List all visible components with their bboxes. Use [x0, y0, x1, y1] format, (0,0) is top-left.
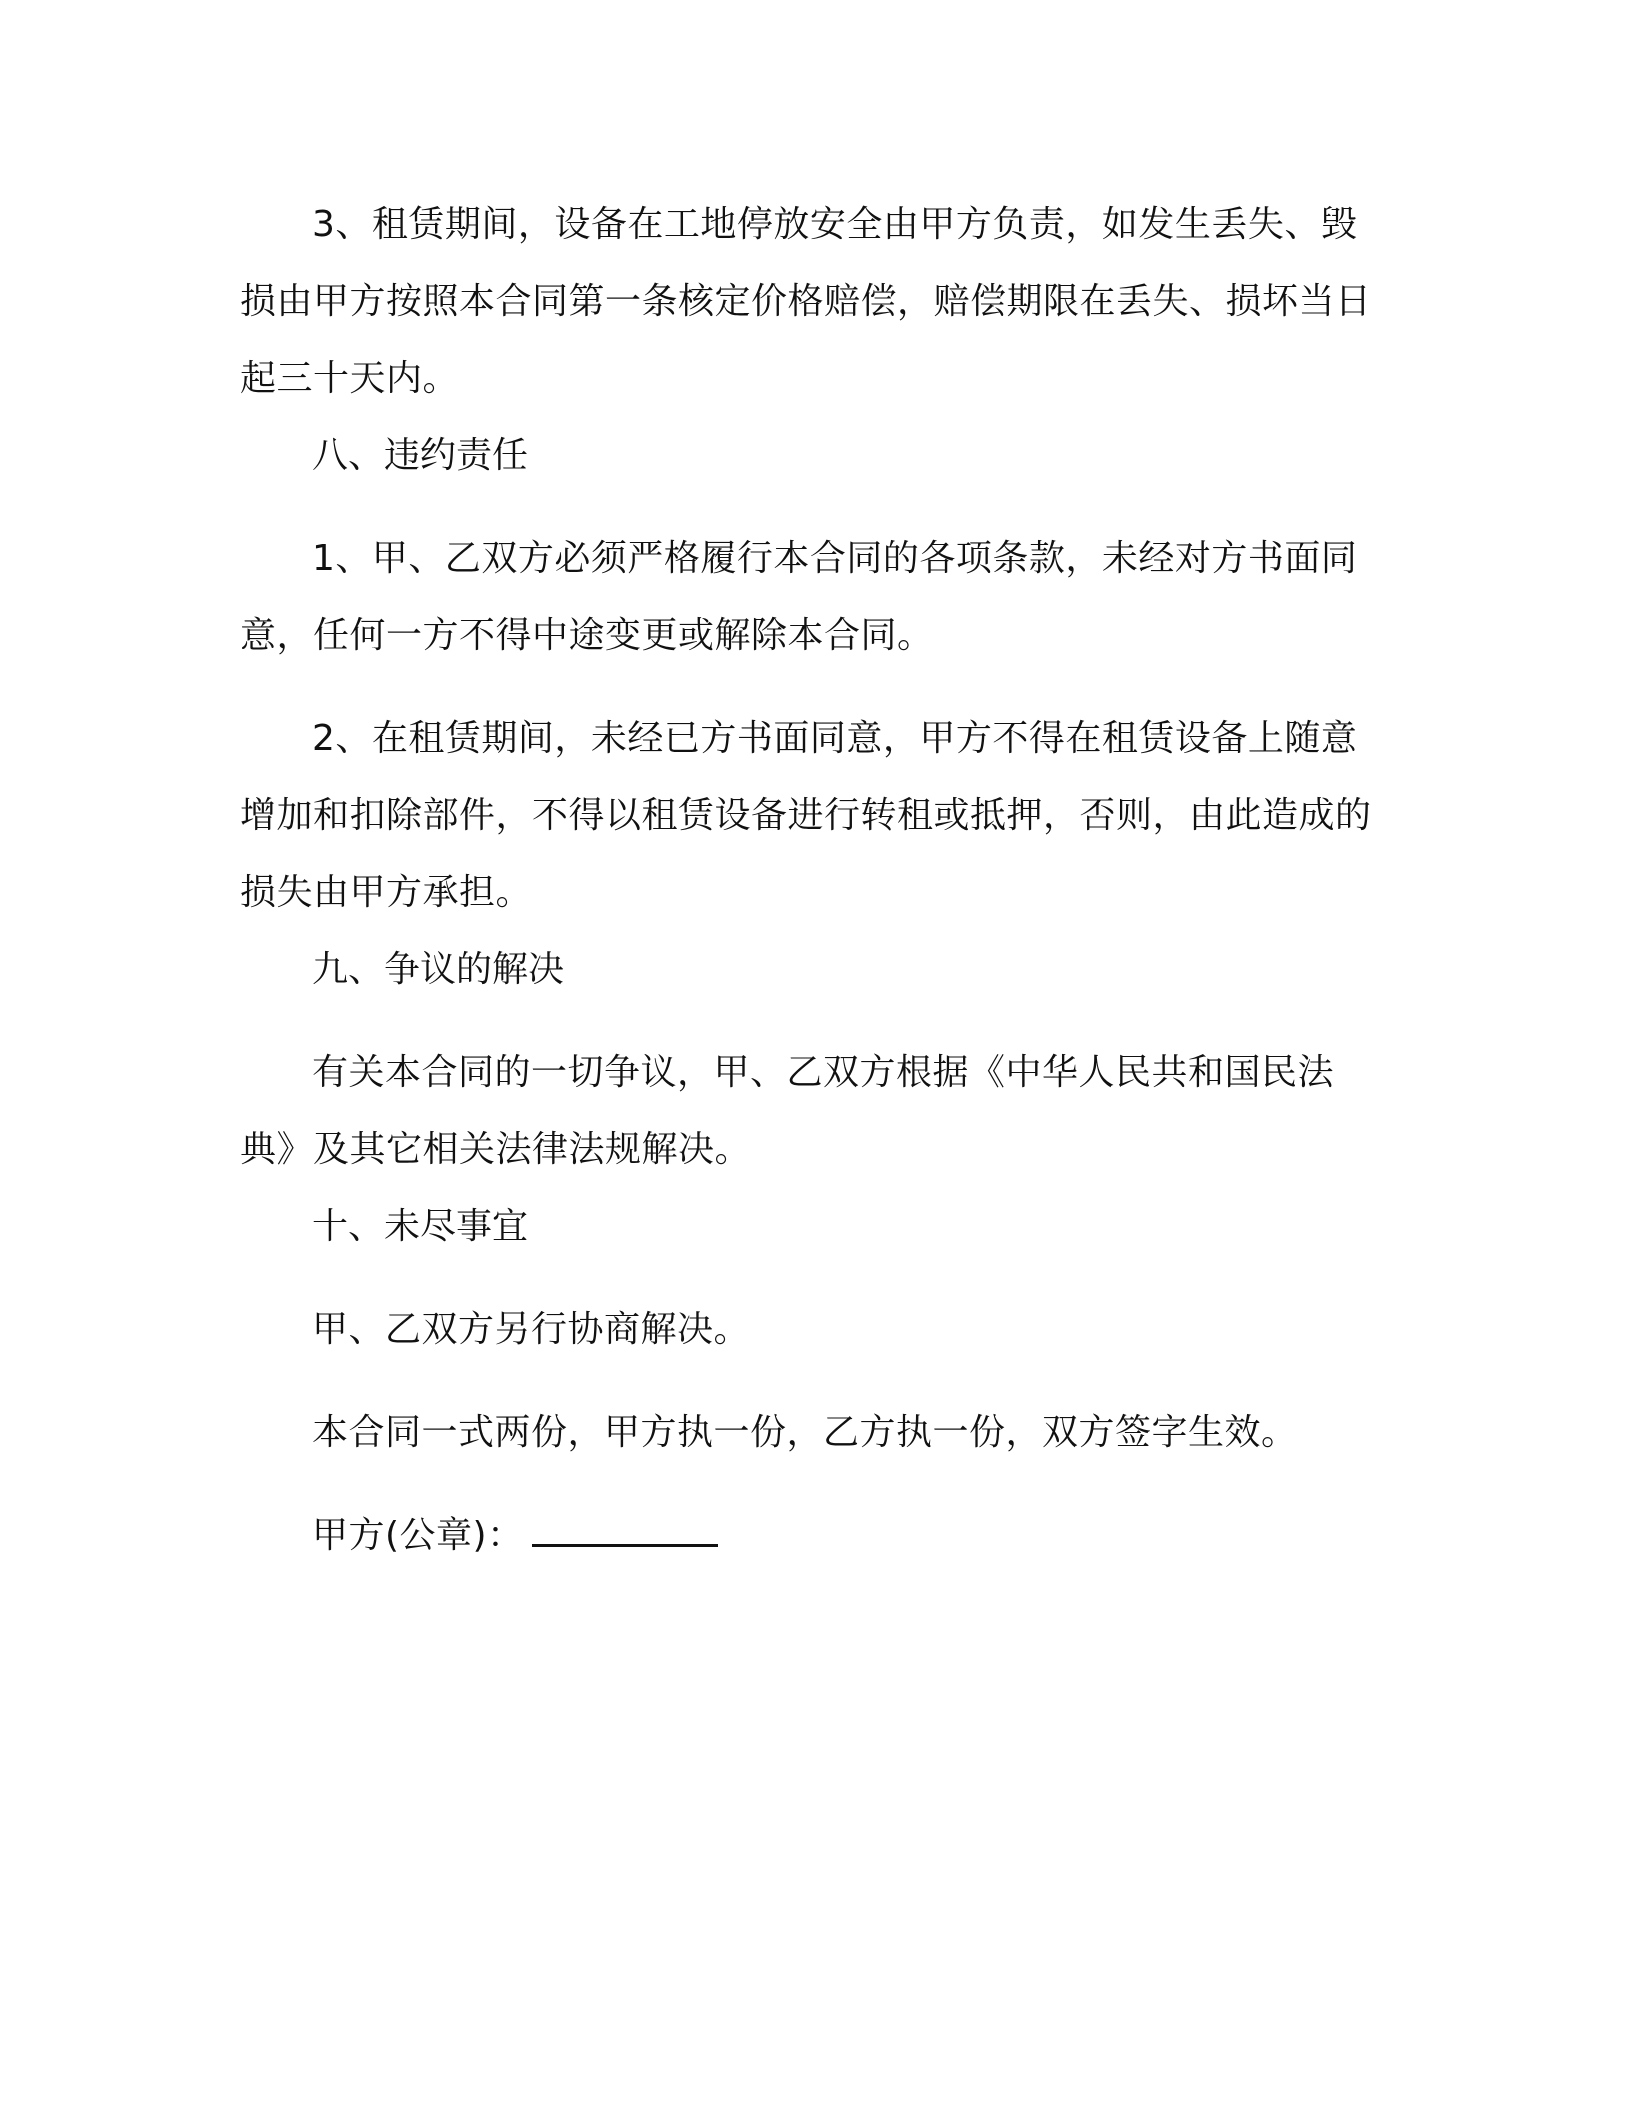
section-heading-9: 九、争议的解决	[312, 949, 565, 990]
document-body	[240, 186, 1380, 1574]
signature-blank-line	[532, 1514, 718, 1547]
signature-party-a	[240, 1497, 1380, 1574]
clause-8-1: 1、甲、乙双方必须严格履行本合同的各项条款，未经对方书面同意，任何一方不得中途变更或解除本合同。	[240, 538, 1358, 656]
section-heading-10: 十、未尽事宜	[312, 1206, 529, 1247]
copies-clause: 本合同一式两份，甲方执一份，乙方执一份，双方签字生效。	[312, 1412, 1298, 1453]
clause-7-3: 3、租赁期间，设备在工地停放安全由甲方负责，如发生丢失、毁损由甲方按照本合同第一条核定价格赔偿，赔偿期限在丢失、损坏当日起三十天内。	[240, 204, 1372, 399]
section-heading-8: 八、违约责任	[312, 435, 529, 476]
clause-10: 甲、乙双方另行协商解决。	[312, 1309, 751, 1350]
signature-label: 甲方(公章)：	[312, 1515, 524, 1556]
clause-8-2: 2、在租赁期间，未经已方书面同意，甲方不得在租赁设备上随意增加和扣除部件，不得以租赁设备进行转租或抵押，否则，由此造成的损失由甲方承担。	[240, 718, 1372, 913]
clause-9: 有关本合同的一切争议，甲、乙双方根据《中华人民共和国民法典》及其它相关法律法规解决。	[240, 1052, 1335, 1170]
